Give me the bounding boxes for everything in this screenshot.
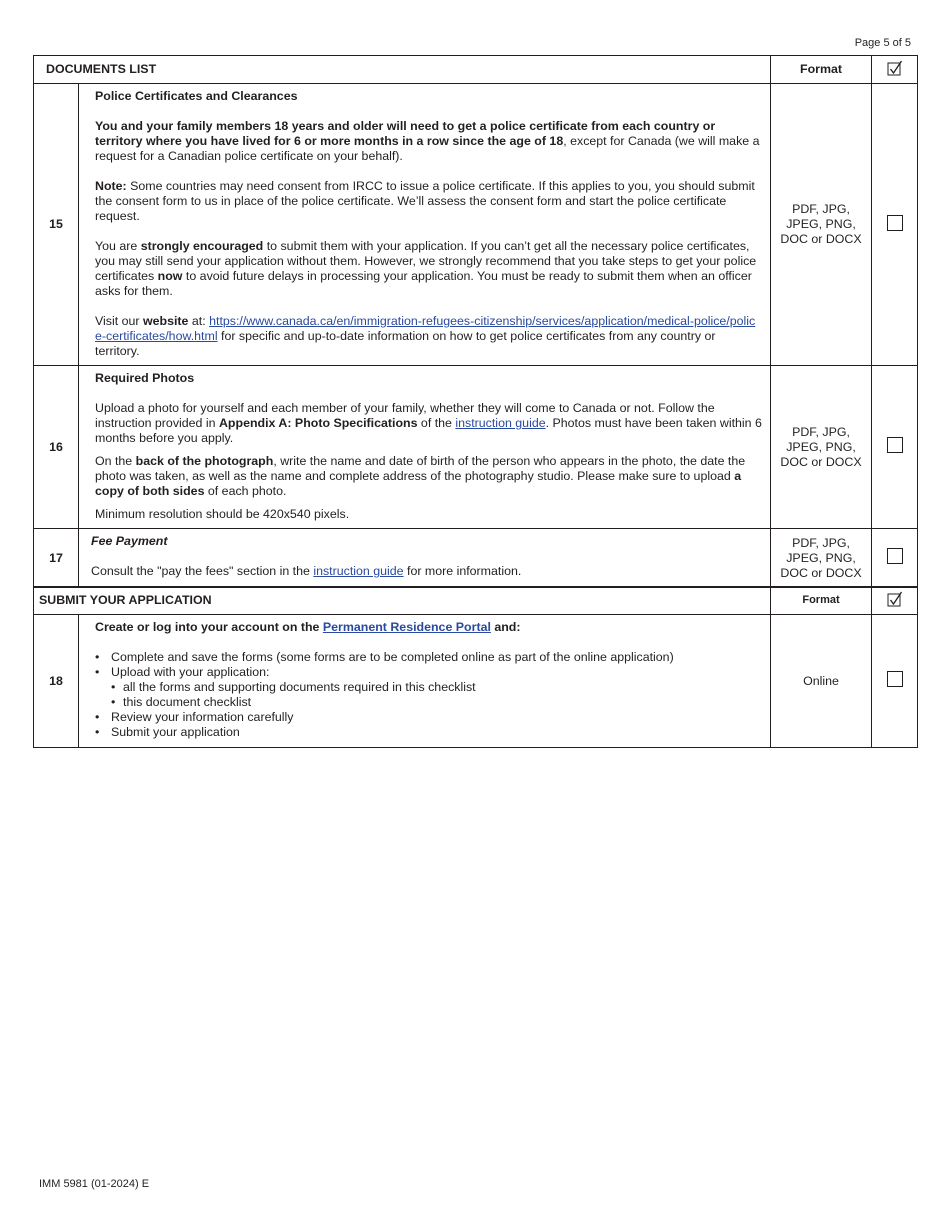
list-item: • Review your information carefully: [95, 710, 762, 725]
portal-intro-text: Create or log into your account on the Permanent Residence Portal and:: [95, 620, 521, 634]
list-item: • Upload with your application: • all the forms and supporting documents required in this checklist • this document checklist: [95, 665, 762, 710]
format-column-heading: Format: [771, 56, 872, 84]
item-number: 18: [34, 615, 79, 748]
item-checkbox-cell: [872, 366, 918, 529]
document-row-15: [34, 84, 918, 366]
checkbox-empty-icon[interactable]: [887, 215, 903, 231]
checkbox-checked-icon: [887, 591, 903, 607]
list-item: • this document checklist: [111, 695, 762, 710]
item-format: PDF, JPG, JPEG, PNG, DOC or DOCX: [771, 529, 872, 588]
instruction-guide-link[interactable]: instruction guide: [313, 564, 404, 578]
list-item: • Complete and save the forms (some forms are to be completed online as part of the online application): [95, 650, 762, 665]
item-number: 15: [34, 84, 79, 366]
checkbox-empty-icon[interactable]: [887, 548, 903, 564]
documents-header-row: [34, 56, 918, 84]
photos-back-text: On the back of the photograph, write the name and date of birth of the person who appears in the photo, the date the photo was taken, as well as the name and complete address of the photography studio. Please make sure to upload a copy of both sides of each photo.: [95, 454, 746, 498]
submit-application-heading: SUBMIT YOUR APPLICATION: [34, 587, 771, 615]
item-format: Online: [771, 615, 872, 748]
checkbox-empty-icon[interactable]: [887, 671, 903, 687]
police-encouraged-text: You are strongly encouraged to submit them with your application. If you can’t get all the necessary police certificates, you may still send your application without them. However, we strongly recommend that you take steps to get your police certificates now to avoid future delays in processing your application. You must be ready to submit them when an officer asks for them.: [95, 239, 757, 298]
item-description: [79, 529, 771, 588]
upload-sub-list: [111, 680, 762, 710]
document-row-17: [34, 529, 918, 588]
photos-resolution-text: Minimum resolution should be 420x540 pixels.: [95, 507, 350, 521]
checkbox-checked-icon: [887, 60, 903, 76]
submit-steps-list: [95, 650, 762, 740]
submit-row-18: [34, 615, 918, 748]
submit-header-row: [34, 587, 918, 615]
form-number-footer: IMM 5981 (01-2024) E: [39, 1178, 150, 1190]
document-row-16: [34, 366, 918, 529]
item-description: [79, 84, 771, 366]
item-number: 16: [34, 366, 79, 529]
item-title: Required Photos: [95, 371, 195, 385]
item-title: Fee Payment: [91, 534, 168, 548]
photos-upload-text: Upload a photo for yourself and each member of your family, whether they will come to Canada or not. Follow the instruction provided in Appendix A: Photo Specifications of the instruction guide. Photos must have been taken within 6 months before you apply.: [95, 401, 762, 445]
item-number: 17: [34, 529, 79, 588]
item-checkbox-cell: [872, 615, 918, 748]
checkmark-column-heading: [872, 587, 918, 615]
police-requirement-text: You and your family members 18 years and older will need to get a police certificate from each country or territory where you have lived for 6 or more months in a row since the age of 18, except for Canada (we will make a request for a Canadian police certificate on your behalf).: [95, 119, 760, 163]
format-column-heading: Format: [771, 587, 872, 615]
item-description: [79, 366, 771, 529]
item-description: [79, 615, 771, 748]
checkbox-empty-icon[interactable]: [887, 437, 903, 453]
checkmark-column-heading: [872, 56, 918, 84]
police-certificates-link[interactable]: https://www.canada.ca/en/immigration-refugees-citizenship/services/application/medical-police/police-certificates/how.html: [95, 314, 756, 343]
documents-list-table: [33, 55, 918, 588]
page-number: Page 5 of 5: [854, 37, 911, 49]
item-checkbox-cell: [872, 529, 918, 588]
item-format: PDF, JPG, JPEG, PNG, DOC or DOCX: [771, 84, 872, 366]
instruction-guide-link[interactable]: instruction guide: [455, 416, 546, 430]
item-format: PDF, JPG, JPEG, PNG, DOC or DOCX: [771, 366, 872, 529]
documents-list-heading: DOCUMENTS LIST: [34, 56, 771, 84]
permanent-residence-portal-link[interactable]: Permanent Residence Portal: [322, 620, 491, 634]
list-item: • all the forms and supporting documents required in this checklist: [111, 680, 762, 695]
list-item: • Submit your application: [95, 725, 762, 740]
fee-payment-text: Consult the "pay the fees" section in the instruction guide for more information.: [91, 564, 522, 578]
item-title: Police Certificates and Clearances: [95, 89, 298, 103]
item-checkbox-cell: [872, 84, 918, 366]
submit-application-table: [33, 586, 918, 748]
police-note-text: Note: Some countries may need consent from IRCC to issue a police certificate. If this applies to you, you should submit the consent form to us in place of the police certificate. We’ll assess the consent form and start the police certificate request.: [95, 179, 755, 223]
police-website-text: Visit our website at: https://www.canada.ca/en/immigration-refugees-citizenship/services/application/medical-police/police-certificates/how.html for specific and up-to-date information on how to get police certificates from any country or territory.: [95, 314, 756, 358]
